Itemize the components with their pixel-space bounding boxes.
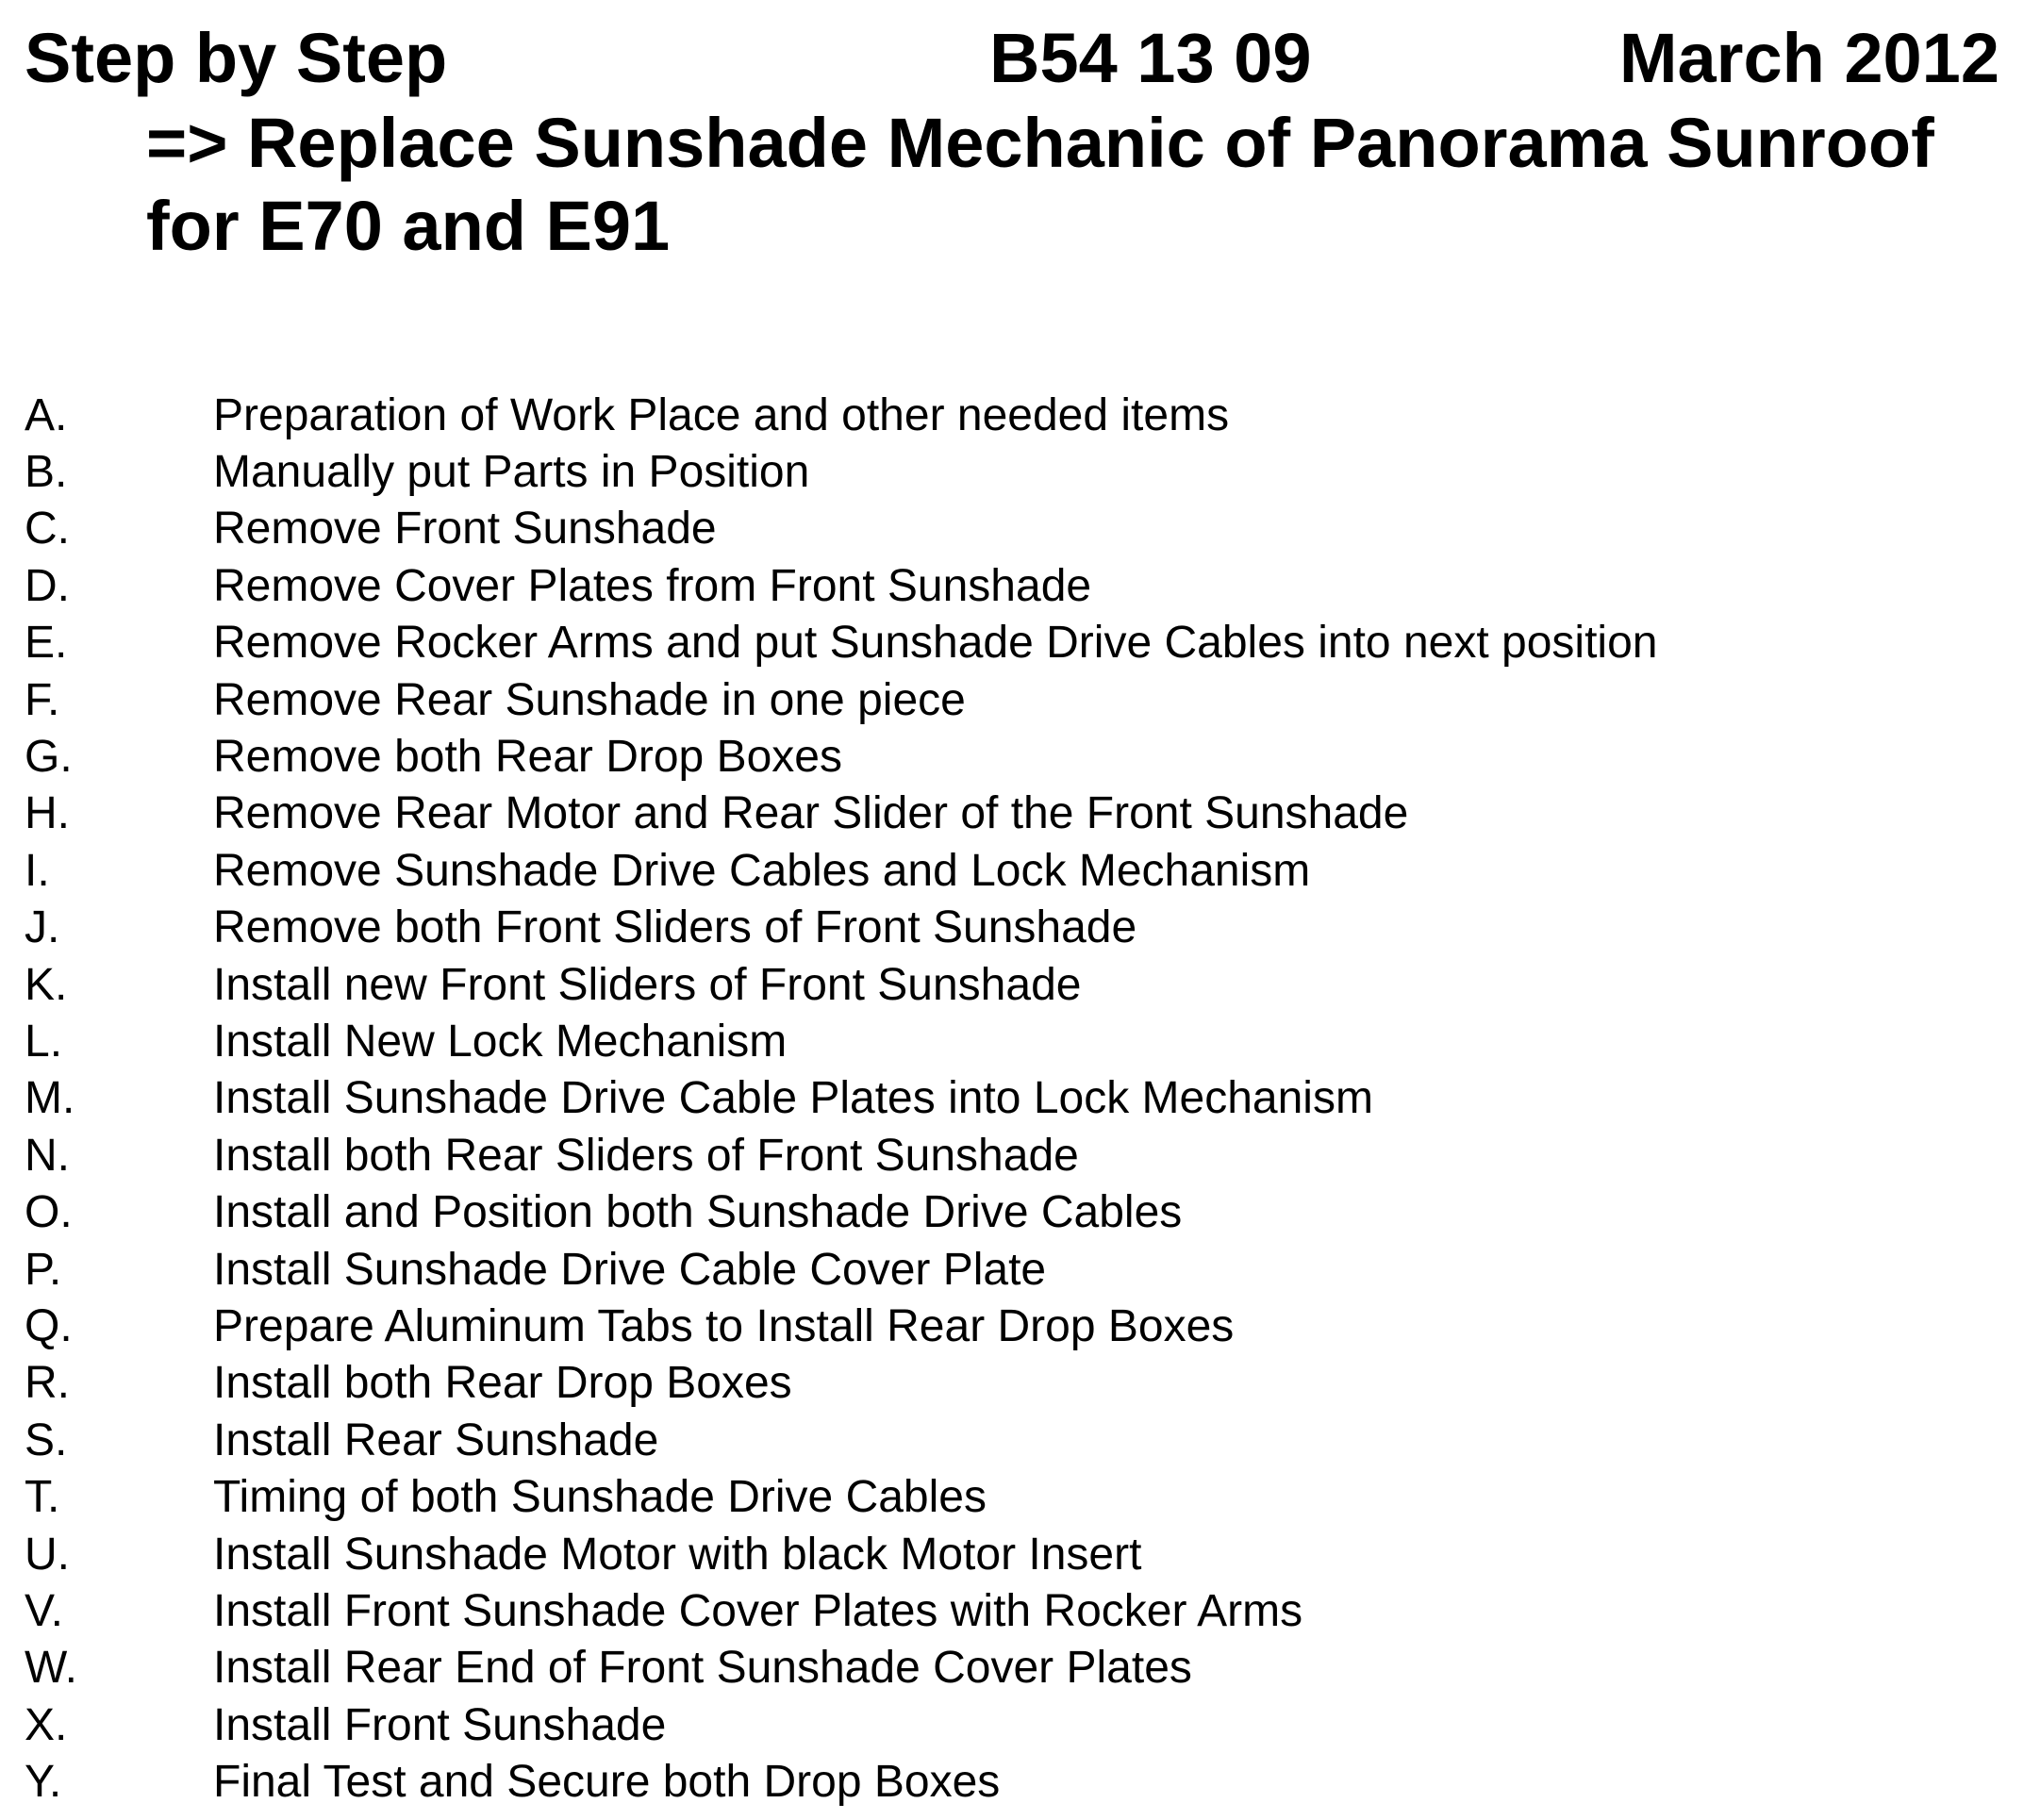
step-text: Remove Sunshade Drive Cables and Lock Mechanism: [213, 845, 1311, 896]
step-text: Install New Lock Mechanism: [213, 1016, 788, 1067]
document-heading: Step by Step: [25, 19, 448, 97]
step-text: Install Sunshade Motor with black Motor Insert: [213, 1529, 1142, 1580]
step-letter: C.: [25, 504, 70, 554]
step-letter: D.: [25, 560, 70, 611]
step-letter: W.: [25, 1643, 77, 1694]
step-letter: H.: [25, 788, 70, 839]
step-item: [25, 1640, 1657, 1696]
step-item: [25, 1241, 1657, 1298]
document-title-line-1: => Replace Sunshade Mechanic of Panorama Sunroof: [146, 104, 1934, 182]
step-letter: T.: [25, 1472, 60, 1523]
step-letter: B.: [25, 447, 68, 498]
step-text: Install Sunshade Drive Cable Cover Plate: [213, 1244, 1047, 1295]
step-letter: R.: [25, 1358, 70, 1409]
step-item: [25, 728, 1657, 785]
step-item: [25, 956, 1657, 1013]
step-item: [25, 842, 1657, 899]
step-item: [25, 900, 1657, 956]
step-text: Install Front Sunshade: [213, 1699, 667, 1750]
step-text: Manually put Parts in Position: [213, 447, 810, 498]
step-text: Remove Front Sunshade: [213, 504, 717, 554]
step-letter: O.: [25, 1187, 73, 1238]
step-item: [25, 1582, 1657, 1639]
step-letter: P.: [25, 1244, 62, 1295]
step-text: Install Rear Sunshade: [213, 1415, 659, 1465]
step-text: Install both Rear Sliders of Front Sunshade: [213, 1130, 1079, 1181]
document-title-line-2: for E70 and E91: [146, 187, 671, 265]
step-item: [25, 1013, 1657, 1069]
step-letter: A.: [25, 389, 68, 440]
step-letter: S.: [25, 1415, 68, 1465]
step-letter: K.: [25, 959, 68, 1010]
step-item: [25, 1696, 1657, 1753]
step-letter: U.: [25, 1529, 70, 1580]
step-text: Final Test and Secure both Drop Boxes: [213, 1757, 1001, 1808]
step-item: [25, 1298, 1657, 1354]
step-letter: I.: [25, 845, 50, 896]
step-letter: M.: [25, 1073, 75, 1124]
document-code: B54 13 09: [989, 19, 1312, 97]
step-letter: E.: [25, 618, 68, 669]
step-item: [25, 1468, 1657, 1525]
step-text: Install and Position both Sunshade Drive Cables: [213, 1187, 1183, 1238]
step-letter: V.: [25, 1585, 63, 1636]
step-list: [25, 387, 1657, 1811]
step-text: Install Front Sunshade Cover Plates with Rocker Arms: [213, 1585, 1303, 1636]
step-item: [25, 1412, 1657, 1468]
step-letter: Y.: [25, 1757, 62, 1808]
step-text: Remove both Front Sliders of Front Sunshade: [213, 902, 1137, 953]
step-item: [25, 1753, 1657, 1810]
step-text: Remove Cover Plates from Front Sunshade: [213, 560, 1092, 611]
step-item: [25, 387, 1657, 443]
step-text: Install new Front Sliders of Front Sunshade: [213, 959, 1082, 1010]
step-letter: X.: [25, 1699, 68, 1750]
step-text: Remove Rocker Arms and put Sunshade Drive Cables into next position: [213, 618, 1658, 669]
document-date: March 2012: [1618, 19, 1999, 97]
step-item: [25, 1526, 1657, 1582]
step-text: Remove both Rear Drop Boxes: [213, 732, 842, 783]
step-item: [25, 1183, 1657, 1240]
step-text: Remove Rear Sunshade in one piece: [213, 674, 966, 725]
step-text: Install both Rear Drop Boxes: [213, 1358, 792, 1409]
step-item: [25, 443, 1657, 500]
step-text: Prepare Aluminum Tabs to Install Rear Drop Boxes: [213, 1300, 1235, 1351]
step-item: [25, 501, 1657, 557]
step-text: Preparation of Work Place and other needed items: [213, 389, 1230, 440]
step-item: [25, 1127, 1657, 1183]
step-letter: J.: [25, 902, 60, 953]
step-letter: Q.: [25, 1300, 73, 1351]
step-item: [25, 1355, 1657, 1412]
step-item: [25, 615, 1657, 671]
step-letter: L.: [25, 1016, 63, 1067]
step-item: [25, 1070, 1657, 1127]
step-text: Timing of both Sunshade Drive Cables: [213, 1472, 987, 1523]
step-item: [25, 671, 1657, 728]
step-text: Install Sunshade Drive Cable Plates into Lock Mechanism: [213, 1073, 1373, 1124]
step-text: Install Rear End of Front Sunshade Cover Plates: [213, 1643, 1192, 1694]
step-item: [25, 786, 1657, 842]
step-letter: G.: [25, 732, 73, 783]
step-letter: N.: [25, 1130, 70, 1181]
step-item: [25, 557, 1657, 614]
step-text: Remove Rear Motor and Rear Slider of the Front Sunshade: [213, 788, 1409, 839]
step-letter: F.: [25, 674, 60, 725]
